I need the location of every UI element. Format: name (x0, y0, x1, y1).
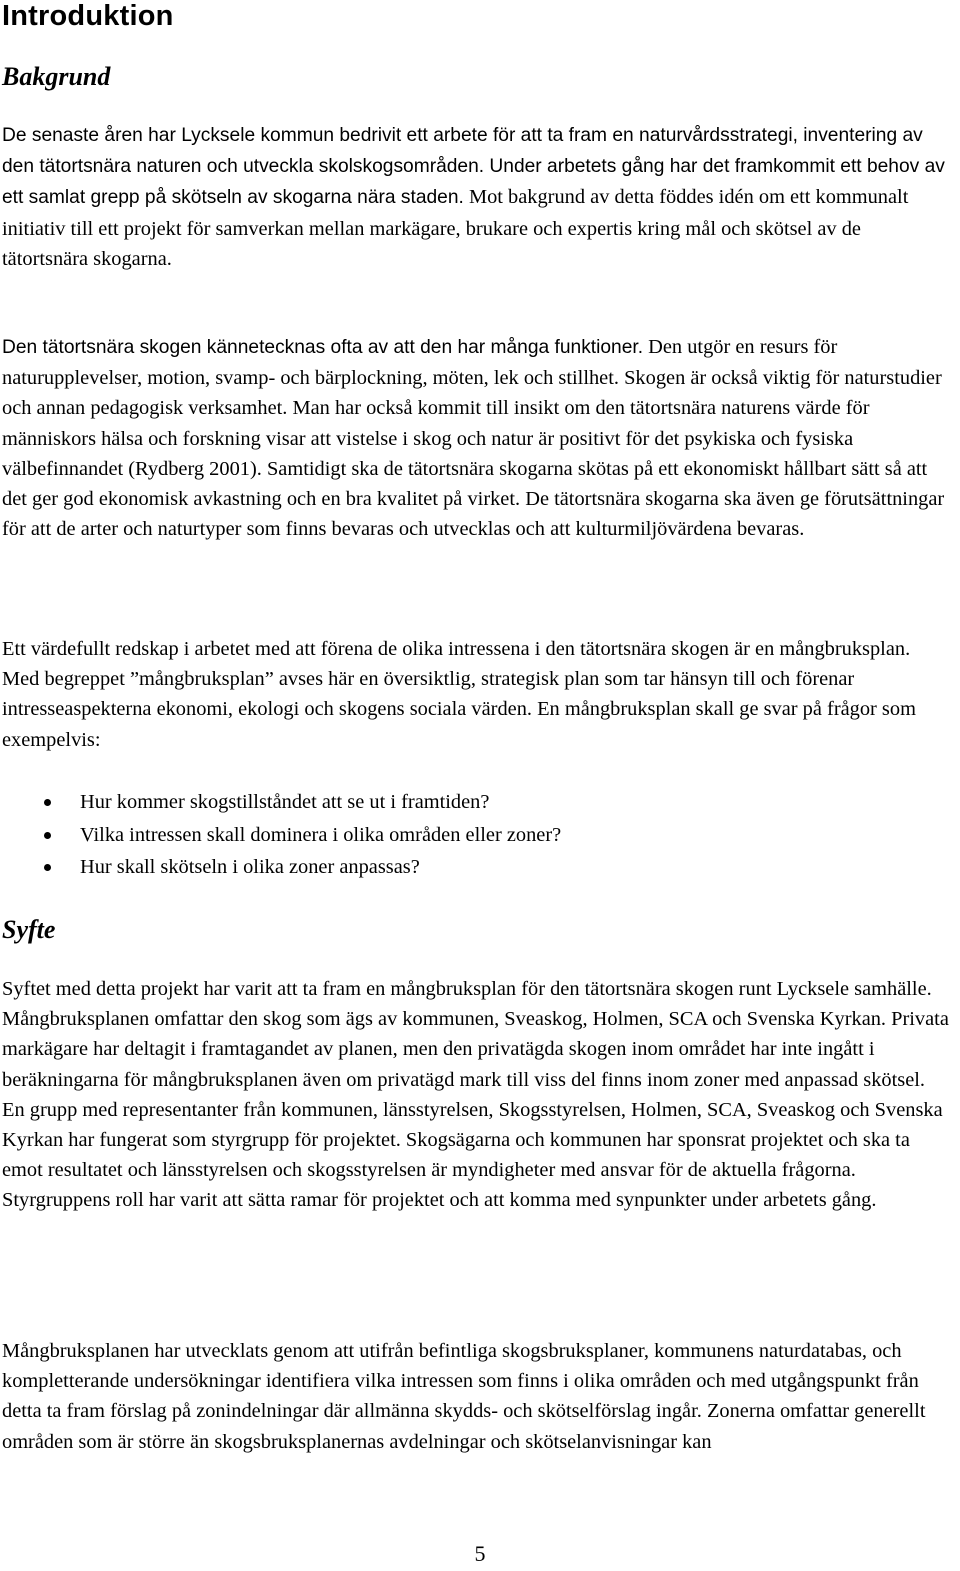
page-title: Introduktion (2, 0, 174, 32)
paragraph-4: Syftet med detta projekt har varit att ta fram en mångbruksplan för den tätortsnära skogen runt Lycksele samhälle. Mångbruksplanen omfattar den skog som ägs av kommunen, Sveaskog, Holmen, SCA och Svenska Kyrkan. Privata markägare har deltagit i framtagandet av planen, men den privatägda skogen inom området har inte ingått i beräkningarna för mångbruksplanen även om privatägd mark till viss del finns inom zoner med anpassad skötsel. En grupp med representanter från kommunen, länsstyrelsen, Skogsstyrelsen, Holmen, SCA, Sveaskog och Svenska Kyrkan har fungerat som styrgrupp för projektet. Skogsägarna och kommunen har sponsrat projektet och ska ta emot resultatet och länsstyrelsen och skogsstyrelsen är myndigheter med ansvar för de aktuella frågorna. Styrgruppens roll har varit att sätta ramar för projektet och att komma med synpunkter under arbetets gång. (2, 978, 949, 1212)
section-heading-syfte: Syfte (2, 915, 56, 944)
page-number: 5 (474, 1541, 486, 1566)
bullet-icon (44, 864, 51, 871)
paragraph-1-sans-text: De senaste åren har Lycksele kommun bedrivit ett arbete för att ta fram en naturvårdsstrategi, inventering av den tätortsnära naturen och utveckla skolskogsområden. Under arbetets gång har det framkommit ett behov av ett samlat grepp på skötseln av skogarna nära staden. (2, 125, 945, 209)
bullet-icon (44, 832, 51, 839)
paragraph-1 (2, 120, 952, 274)
list-item (2, 819, 561, 852)
list-item (2, 851, 561, 884)
list-item-text: Hur skall skötseln i olika zoner anpassas? (80, 856, 420, 878)
paragraph-2-sans-text: Den tätortsnära skogen kännetecknas ofta av att den har många funktioner. (2, 337, 644, 358)
list-item (2, 786, 561, 819)
bullet-icon (44, 799, 51, 806)
paragraph-5: Mångbruksplanen har utvecklats genom att utifrån befintliga skogsbruksplaner, kommunens naturdatabas, och kompletterande undersökningar identifiera vilka intressen som finns i olika områden och med utgångspunkt från detta ta fram förslag på zonindelningar där allmänna skydds- och skötselförslag ingår. Zonerna omfattar generellt områden som är större än skogsbruksplanernas avdelningar och skötselanvisningar kan (2, 1340, 926, 1453)
section-heading-bakgrund: Bakgrund (2, 62, 111, 91)
list-item-text: Vilka intressen skall dominera i olika områden eller zoner? (80, 823, 562, 846)
paragraph-2 (2, 332, 952, 544)
question-list (2, 786, 561, 884)
paragraph-2-serif-text: Den utgör en resurs för naturupplevelser, motion, svamp- och bärplockning, möten, lek och stillhet. Skogen är också viktig för naturstudier och annan pedagogisk verksamhet. Man har också kommit till insikt om den tätortsnära naturens värde för människors hälsa och forskning visar att vistelse i skog och natur är positivt för det psykiska och fysiska välbefinnandet (Rydberg 2001). Samtidigt ska de tätortsnära skogarna skötas på ett ekonomiskt hållbart sätt så att det ger god ekonomisk avkastning och en bra kvalitet på virket. De tätortsnära skogarna ska även ge förutsättningar för att de arter och naturtyper som finns bevaras och utvecklas och att kulturmiljövärdena bevaras. (2, 336, 945, 541)
list-item-text: Hur kommer skogstillståndet att se ut i framtiden? (80, 791, 490, 813)
paragraph-3: Ett värdefullt redskap i arbetet med att förena de olika intressena i den tätortsnära skogen är en mångbruksplan. Med begreppet ”mångbruksplan” avses här en översiktlig, strategisk plan som tar hänsyn till och förenar intresseaspekterna ekonomi, ekologi och skogens sociala värden. En mångbruksplan skall ge svar på frågor som exempelvis: (2, 638, 916, 751)
paragraph-1-serif-text: Mot bakgrund av detta föddes idén om ett kommunalt initiativ till ett projekt för samverkan mellan markägare, brukare och expertis kring mål och skötsel av de tätortsnära skogarna. (2, 186, 909, 270)
